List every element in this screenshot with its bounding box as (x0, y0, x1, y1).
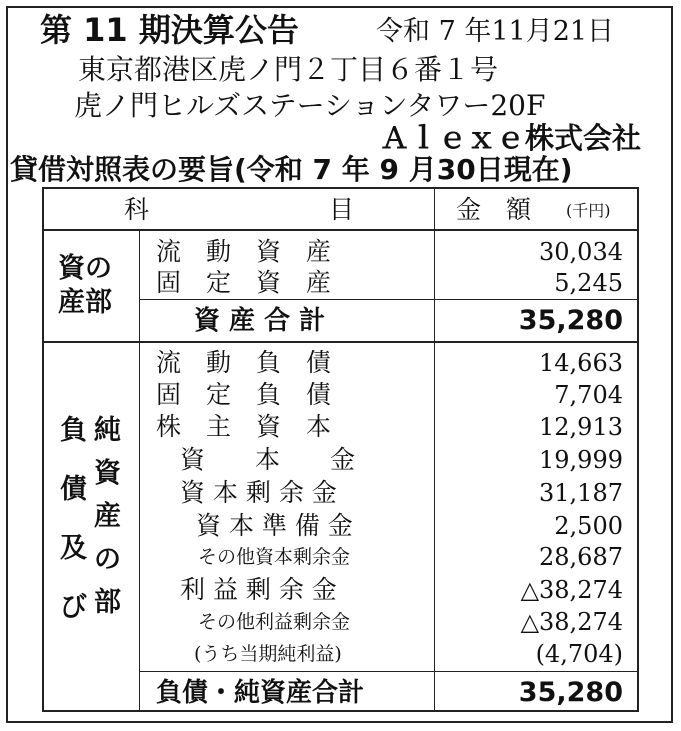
section-divider (44, 341, 637, 343)
header-subject-1: 科 (124, 195, 150, 224)
col-divider-section (139, 229, 140, 710)
balance-sheet-table (42, 187, 639, 712)
liab-row-label: 株 主 資 本 (156, 412, 332, 441)
notice-title: 第 11 期決算公告 (40, 11, 299, 49)
liab-row-label: 流 動 負 債 (156, 348, 332, 377)
assets-total-label: 資 産 合 計 (194, 306, 326, 336)
liab-row-label: 資 本 準 備 金 (196, 511, 353, 540)
liab-row-label: 固 定 負 債 (156, 380, 332, 409)
company-address-line2: 虎ノ門ヒルズステーションタワー20F (74, 89, 546, 122)
assets-row-label: 流 動 資 産 (156, 237, 332, 266)
liab-row-label: 利 益 剰 余 金 (180, 575, 337, 604)
liab-row-label: 資 本 金 (180, 445, 356, 474)
grand-total-divider (139, 671, 637, 672)
liab-row-value: 2,500 (554, 512, 623, 540)
col-divider-amount (434, 189, 435, 710)
liab-row-label: (うち当期純利益) (194, 643, 342, 665)
liab-row-value: △38,274 (520, 608, 623, 636)
liab-row-value: (4,704) (535, 640, 623, 668)
company-name: Ａｌｅｘｅ株式会社 (379, 121, 641, 155)
assets-section-label-2: 産部 (58, 287, 112, 318)
liab-row-value: 19,999 (539, 446, 623, 474)
liab-section-label-left: 負 債 及 び (60, 415, 87, 623)
assets-row-value: 5,245 (554, 269, 623, 297)
assets-section-label-1: 資の (58, 253, 112, 284)
liab-row-value: 28,687 (539, 543, 623, 571)
assets-row-value: 30,034 (539, 238, 623, 266)
grand-total-label: 負債・純資産合計 (156, 678, 365, 708)
header-unit: (千円) (566, 201, 611, 220)
assets-total-value: 35,280 (518, 305, 623, 336)
header-subject-2: 目 (329, 195, 355, 224)
company-address-line1: 東京都港区虎ノ門２丁目６番１号 (78, 53, 499, 86)
liab-row-value: 31,187 (539, 479, 623, 507)
liab-row-value: 12,913 (539, 413, 623, 441)
liab-row-label: 資 本 剰 余 金 (180, 478, 337, 507)
liab-section-label-right: 純 資 産 の 部 (94, 415, 121, 618)
liab-row-value: △38,274 (520, 576, 623, 604)
assets-row-label: 固 定 資 産 (156, 268, 332, 297)
statement-title: 貸借対照表の要旨(令和 7 年 9 月30日現在) (10, 153, 573, 186)
liab-row-label: その他利益剰余金 (198, 611, 351, 633)
liab-row-value: 7,704 (554, 381, 623, 409)
liab-row-value: 14,663 (539, 349, 623, 377)
header-divider (44, 229, 637, 231)
liab-row-label: その他資本剰余金 (198, 546, 351, 568)
grand-total-value: 35,280 (518, 677, 623, 708)
notice-date: 令和 7 年11月21日 (376, 16, 615, 47)
assets-total-divider (139, 299, 637, 300)
header-amount: 金 額 (456, 195, 532, 224)
